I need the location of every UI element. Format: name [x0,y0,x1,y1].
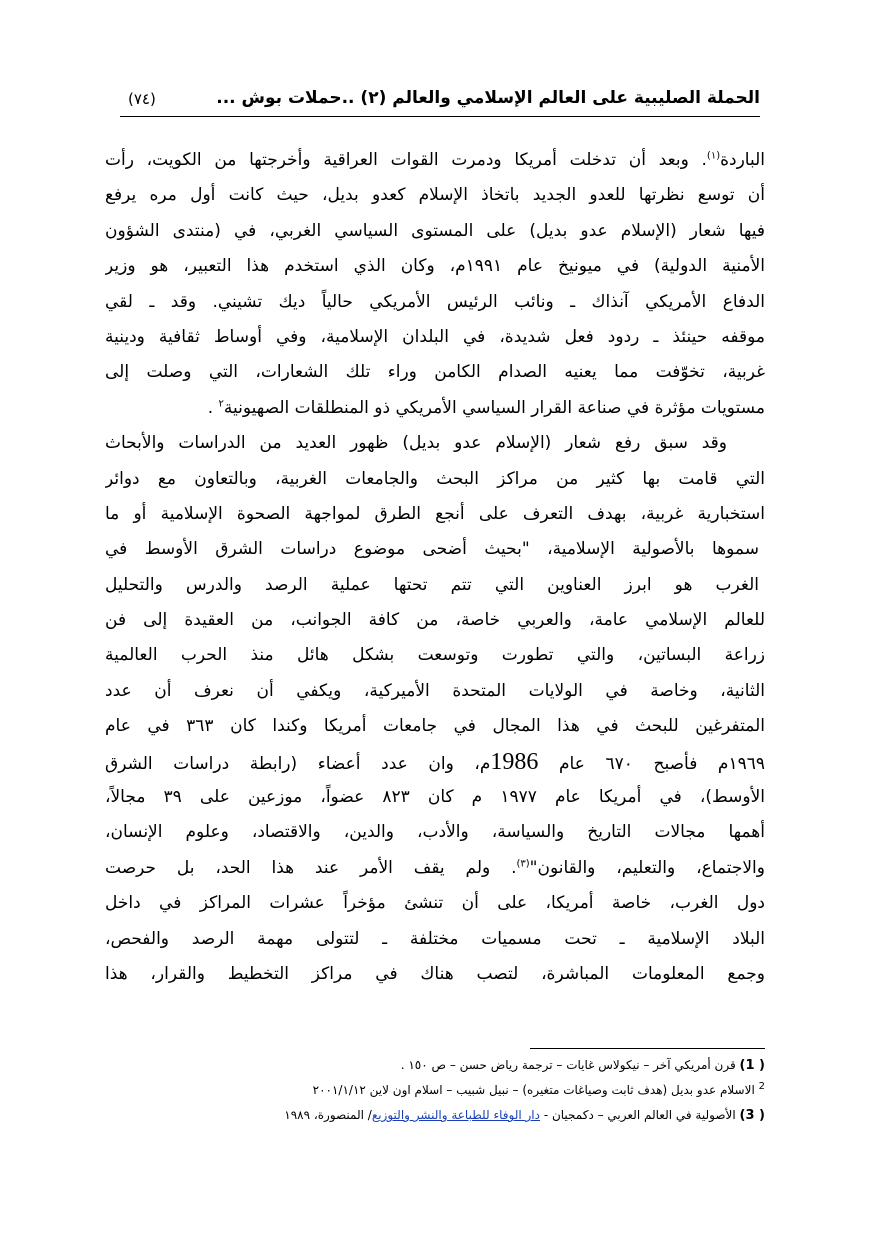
footnote-2 [140,1078,765,1103]
body-line: وجمع المعلومات المباشرة، لتصب هناك في مراكز التخطيط والقرار، هذا [105,963,765,984]
page-number: (٧٤) [128,90,156,108]
page-header [120,86,760,117]
body-line: الباردة$^{(١)}$. وبعد أن تدخلت أمريكا ودمرت القوات العراقية وأخرجتها من الكويت، رأت [105,150,765,170]
body-line: الثانية، وخاصة في الولايات المتحدة الأميركية، ويكفي أن نعرف أن عدد [105,680,765,701]
body-line: البلاد الإسلامية ـ تحت مسميات مختلفة ـ لتتولى مهمة الرصد والفحص، [105,928,765,949]
footnote-1 [140,1053,765,1078]
body-text [105,143,765,992]
body-line: والاجتماع، والتعليم، والقانون"$^{(٣)}$. ولم يقف الأمر عند هذا الحد، بل حرصت [105,857,765,878]
footnote-3 [140,1103,765,1128]
footnote-mark: ( 3) [739,1108,765,1123]
footnote-mark: ( 1) [739,1058,765,1073]
footnote-text: الأصولية في العالم العربي – دكمجيان - [540,1108,736,1122]
body-line: أن توسع نظرتها للعدو الجديد باتخاذ الإسلام كعدو بديل، حيث كانت أول مره يرفع [105,185,765,206]
header-title: الحملة الصليبية على العالم الإسلامي والعالم (٢) ..حملات بوش ... [216,88,760,108]
footnote-divider [530,1048,765,1049]
body-line: سموها بالأصولية الإسلامية، "بحيث أضحى موضوع دراسات الشرق الأوسط في [105,539,759,560]
body-line: المتفرغين للبحث في هذا المجال في جامعات أمريكا وكندا كان ٣٦٣ في عام [105,716,765,737]
body-line: فيها شعار (الإسلام عدو بديل) على المستوى السياسي الغربي، في (منتدى الشؤون [105,220,765,241]
body-line: الأوسط)، في أمريكا عام ١٩٧٧ م كان ٨٢٣ عضواً، موزعين على ٣٩ مجالاً، [105,787,765,808]
body-line: موقفه حينئذ ـ ردود فعل شديدة، في البلدان الإسلامية، وفي أوساط ثقافية ودينية [105,326,765,347]
body-line: مستويات مؤثرة في صناعة القرار السياسي الأمريكي ذو المنطلقات الصهيونية$^٢$ . [207,397,765,418]
body-line: للعالم الإسلامي عامة، والعربي خاصة، من كافة الجوانب، من العقيدة إلى فن [105,610,765,631]
body-line: أهمها مجالات التاريخ والسياسة، والأدب، والدين، والاقتصاد، وعلوم الإنسان، [105,822,765,843]
footnote-mark: 2 [758,1081,765,1092]
body-line: الدفاع الأمريكي آنذاك ـ ونائب الرئيس الأمريكي حالياً ديك تشيني. وقد ـ لقي [105,291,765,312]
footnote-text: قرن أمريكي آخر – نيكولاس غايات – ترجمة رياض حسن – ص ١٥٠ . [400,1058,736,1072]
body-line: الغرب هو ابرز العناوين التي تتم تحتها عملية الرصد والدرس والتحليل [105,574,759,595]
body-line: دول الغرب، خاصة أمريكا، على أن تنشئ مؤخراً عشرات المراكز في داخل [105,893,765,914]
footnote-text: الاسلام عدو بديل (هدف ثابت وصياغات متغيره) – نبيل شبيب – اسلام اون لاين ٢٠٠١/١/١٢ [312,1083,755,1097]
footnote-text: / المنصورة، ١٩٨٩ [284,1108,372,1122]
paragraph-start-line: وقد سبق رفع شعار (الإسلام عدو بديل) ظهور العديد من الدراسات والأبحاث [105,433,727,454]
body-line: الأمنية الدولية) في ميونيخ عام ١٩٩١م، وكان الذي استخدم هذا التعبير، هو وزير [105,256,765,277]
footnotes [140,1053,765,1128]
body-line: التي قامت بها كثير من مراكز البحث والجامعات الغربية، وبالتعاون مع دوائر [105,468,765,489]
body-line: غربية، تخوّفت مما يعنيه الصدام الكامن وراء تلك الشعارات، التي وصلت إلى [105,362,765,383]
body-line: استخبارية غربية، بهدف التعرف على أنجع الطرق لمواجهة الصحوة الإسلامية أو ما [105,503,765,524]
body-line: ١٩٦٩م فأصبح ٦٧٠ عام 1986م، وان عدد أعضاء (رابطة دراسات الشرق [105,748,765,775]
publisher-link[interactable]: دار الوفاء للطباعة والنشر والتوزيع [371,1108,540,1122]
body-line: زراعة البساتين، والتي تطورت وتوسعت بشكل هائل منذ الحرب العالمية [105,645,765,666]
